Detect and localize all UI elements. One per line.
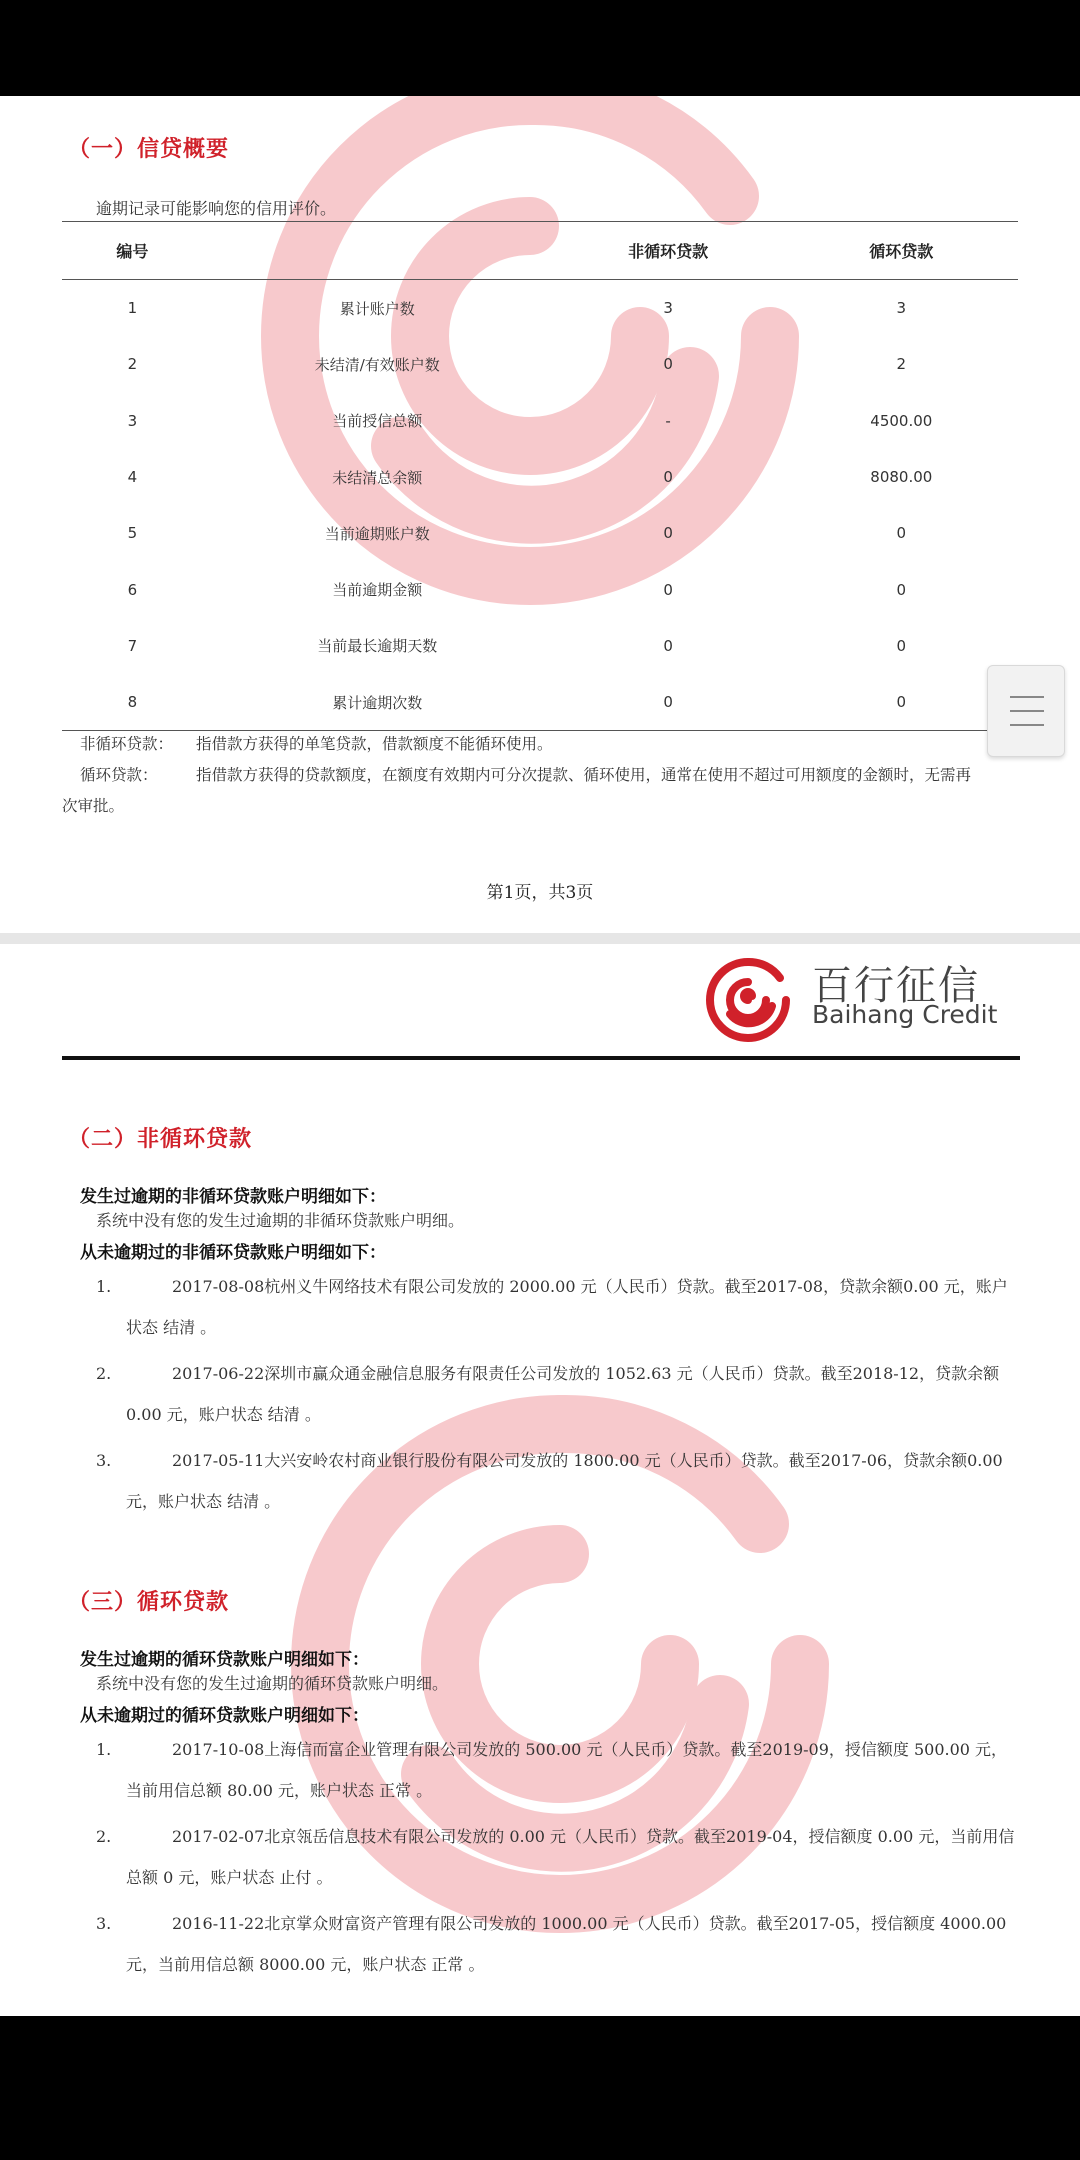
credit-summary-table: [62, 221, 1018, 731]
row-number: 2: [127, 355, 138, 374]
list-item: [96, 1729, 1016, 1811]
menu-line: [1010, 724, 1044, 726]
row-nonrevolving-value: 0: [663, 355, 673, 374]
table-row: [62, 561, 1018, 617]
row-number: 6: [127, 580, 138, 599]
row-label: 累计账户数: [339, 299, 415, 318]
row-nonrevolving-value: 0: [663, 580, 673, 599]
row-number: 1: [127, 299, 138, 318]
definition-revolving-text-cont: 次审批。: [62, 797, 125, 815]
row-label: 当前最长逾期天数: [317, 637, 438, 656]
list-item-text: 2017-02-07北京瓴岳信息技术有限公司发放的 0.00 元（人民币）贷款。截至2019-04，授信额度 0.00 元，当前用信总额 0 元，账户状态 止付 。: [126, 1827, 1015, 1887]
table-row: [62, 393, 1018, 449]
scroll-handle-button[interactable]: [987, 665, 1065, 757]
row-revolving-value: 8080.00: [870, 468, 933, 487]
list-item-text: 2017-10-08上海信而富企业管理有限公司发放的 500.00 元（人民币）贷款。截至2019-09，授信额度 500.00 元，当前用信总额 80.00 元，账户状态 正常 。: [126, 1740, 1008, 1800]
list-item-text: 2017-06-22深圳市赢众通金融信息服务有限责任公司发放的 1052.63 元（人民币）贷款。截至2018-12，贷款余额0.00 元，账户状态 结清 。: [126, 1364, 1000, 1424]
row-label: 当前逾期账户数: [324, 524, 430, 543]
header-divider: [62, 1056, 1020, 1060]
row-number: 5: [127, 524, 138, 543]
row-number: 7: [127, 636, 138, 655]
list-item-text: 2017-05-11大兴安岭农村商业银行股份有限公司发放的 1800.00 元（人民币）贷款。截至2017-06，贷款余额0.00 元，账户状态 结清 。: [126, 1451, 1003, 1511]
row-label: 累计逾期次数: [203, 674, 552, 731]
table-header-row: [62, 222, 1018, 280]
definition-nonrevolving-label: 非循环贷款：: [80, 735, 174, 753]
row-revolving-value: 3: [896, 299, 907, 318]
row-label: 未结清总余额: [332, 468, 423, 487]
overdue-note: 逾期记录可能影响您的信用评价。: [96, 199, 337, 218]
list-item: [96, 1816, 1016, 1898]
definition-revolving-label: 循环贷款：: [80, 766, 158, 784]
row-nonrevolving-value: 3: [663, 299, 673, 318]
row-revolving-value: 0: [896, 636, 907, 655]
report-page-2: [0, 944, 1080, 2016]
col-header-item: [203, 222, 552, 280]
logo-text-cn: 百行征信: [812, 963, 980, 1009]
col-header-number: 编号: [62, 222, 203, 280]
row-revolving-value: 0: [785, 674, 1018, 731]
row-label: 当前逾期金额: [332, 581, 423, 600]
row-revolving-value: 0: [896, 524, 907, 543]
row-number: 4: [127, 468, 138, 487]
table-row: [62, 336, 1018, 392]
row-nonrevolving-value: 0: [663, 636, 673, 655]
list-item-text: 2016-11-22北京掌众财富资产管理有限公司发放的 1000.00 元（人民币）贷款。截至2017-05，授信额度 4000.00 元，当前用信总额 8000.00 元，账户状态 正常 。: [126, 1914, 1007, 1974]
section-title-revolving: （三）循环贷款: [68, 1589, 230, 1615]
table-row: [62, 280, 1018, 337]
table-row: [62, 618, 1018, 674]
report-page-1: [0, 96, 1080, 933]
page-number: 第1页，共3页: [486, 883, 594, 903]
definition-revolving-text: 指借款方获得的贷款额度，在额度有效期内可分次提款、循环使用，通常在使用不超过可用额度的金额时，无需再: [196, 766, 972, 784]
row-nonrevolving-value: 0: [663, 468, 673, 487]
list-item: [96, 1353, 1016, 1435]
row-nonrevolving-value: 0: [663, 524, 673, 543]
row-number: 8: [62, 674, 203, 731]
list-item-number: 3.: [96, 1914, 112, 1933]
row-label: 未结清/有效账户数: [314, 355, 440, 374]
row-label: 当前授信总额: [332, 412, 423, 431]
table-row: [62, 449, 1018, 505]
menu-lines-icon: [1010, 696, 1044, 698]
list-item: [96, 1903, 1016, 1985]
row-nonrevolving-value: -: [665, 411, 671, 430]
list-item-number: 2.: [96, 1827, 112, 1846]
row-revolving-value: 4500.00: [870, 411, 933, 430]
row-revolving-value: 2: [896, 355, 907, 374]
menu-line: [1010, 710, 1044, 712]
table-row: [62, 674, 1018, 731]
definition-nonrevolving-text: 指借款方获得的单笔贷款，借款额度不能循环使用。: [196, 735, 553, 753]
list-item-number: 1.: [96, 1740, 112, 1759]
section-title-credit-summary: （一）信贷概要: [68, 136, 230, 162]
col-header-nonrevolving: 非循环贷款: [552, 222, 785, 280]
row-nonrevolving-value: 0: [552, 674, 785, 731]
row-number: 3: [127, 411, 138, 430]
s3-overdue-none: 系统中没有您的发生过逾期的循环贷款账户明细。: [96, 1674, 449, 1693]
s2-overdue-heading: 发生过逾期的非循环贷款账户明细如下：: [80, 1187, 386, 1207]
s2-normal-heading: 从未逾期过的非循环贷款账户明细如下：: [80, 1243, 386, 1263]
table-row: [62, 505, 1018, 561]
list-item-text: 2017-08-08杭州义牛网络技术有限公司发放的 2000.00 元（人民币）贷款。截至2017-08，贷款余额0.00 元，账户状态 结清 。: [126, 1277, 1008, 1337]
row-revolving-value: 0: [896, 580, 907, 599]
list-item-number: 1.: [96, 1277, 112, 1296]
section-title-nonrevolving: （二）非循环贷款: [68, 1126, 253, 1152]
s3-normal-heading: 从未逾期过的循环贷款账户明细如下：: [80, 1706, 369, 1726]
logo-text-en: Baihang Credit: [812, 1000, 998, 1029]
list-item: [96, 1440, 1016, 1522]
col-header-revolving: 循环贷款: [785, 222, 1018, 280]
page-separator: [0, 933, 1080, 944]
list-item-number: 3.: [96, 1451, 112, 1470]
baihang-logo-icon: [700, 952, 796, 1048]
s3-overdue-heading: 发生过逾期的循环贷款账户明细如下：: [80, 1650, 369, 1670]
list-item: [96, 1266, 1016, 1348]
list-item-number: 2.: [96, 1364, 112, 1383]
s2-overdue-none: 系统中没有您的发生过逾期的非循环贷款账户明细。: [96, 1211, 465, 1230]
